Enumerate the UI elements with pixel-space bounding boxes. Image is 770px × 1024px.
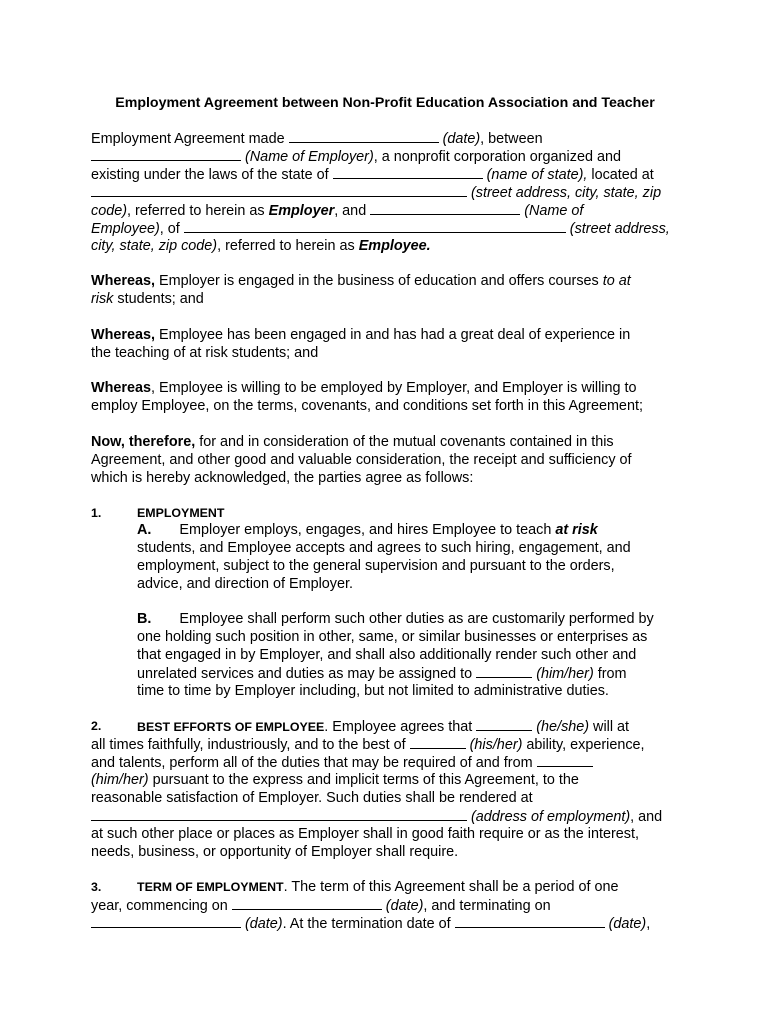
section-3-line-2: year, commencing on (date), and terminating on <box>91 898 551 914</box>
section-3-line-1: TERM OF EMPLOYMENT. The term of this Agreement shall be a period of one <box>137 879 619 895</box>
section-2-line-6: (address of employment), and <box>91 807 662 826</box>
section-2-line-7: at such other place or places as Employer shall in good faith require or as the interest, <box>91 826 639 842</box>
blank-field[interactable] <box>184 219 566 233</box>
section-2-line-8: needs, business, or opportunity of Employer shall require. <box>91 844 459 860</box>
section-2-line-1: BEST EFFORTS OF EMPLOYEE. Employee agrees that (he/she) will at <box>137 719 630 735</box>
whereas-2-line-2: the teaching of at risk students; and <box>91 345 319 361</box>
blank-field[interactable] <box>455 914 605 928</box>
blank-field[interactable] <box>370 201 520 215</box>
blank-field[interactable] <box>232 896 382 910</box>
whereas-3-line-2: employ Employee, on the terms, covenants, and conditions set forth in this Agreement; <box>91 398 643 414</box>
blank-field[interactable] <box>91 147 241 161</box>
section-3-line-3: (date). At the termination date of (date), <box>91 914 650 933</box>
section-1a-line-4: advice, and direction of Employer. <box>137 576 353 592</box>
intro-line-4: (street address, city, state, zip <box>91 183 661 202</box>
intro-line-2: (Name of Employer), a nonprofit corporation organized and <box>91 147 621 166</box>
section-1a-line-2: students, and Employee accepts and agrees to such hiring, engagement, and <box>137 540 631 556</box>
blank-field[interactable] <box>91 183 467 197</box>
section-1a-line-1: A. Employer employs, engages, and hires Employee to teach at risk <box>137 522 598 538</box>
section-2-line-4: (him/her) pursuant to the express and implicit terms of this Agreement, to the <box>91 772 579 788</box>
blank-field[interactable] <box>333 165 483 179</box>
blank-field[interactable] <box>91 807 467 821</box>
intro-line-3: existing under the laws of the state of (name of state), located at <box>91 167 654 183</box>
section-2-line-3: and talents, perform all of the duties that may be required of and from <box>91 753 593 772</box>
now-therefore-line-2: Agreement, and other good and valuable consideration, the receipt and sufficiency of <box>91 452 632 468</box>
blank-field[interactable] <box>289 129 439 143</box>
section-2-number: 2. <box>91 719 102 733</box>
document-title: Employment Agreement between Non-Profit Education Association and Teacher <box>115 95 655 111</box>
blank-field[interactable] <box>537 753 593 767</box>
blank-field[interactable] <box>410 735 466 749</box>
section-3-number: 3. <box>91 880 102 894</box>
whereas-1-line-1: Whereas, Employer is engaged in the business of education and offers courses to at <box>91 273 631 289</box>
whereas-3-line-1: Whereas, Employee is willing to be employed by Employer, and Employer is willing to <box>91 380 637 396</box>
section-1b-line-4: unrelated services and duties as may be assigned to (him/her) from <box>137 666 627 682</box>
whereas-2-line-1: Whereas, Employee has been engaged in and has had a great deal of experience in <box>91 327 631 343</box>
blank-field[interactable] <box>91 914 241 928</box>
section-1b-line-1: B. Employee shall perform such other duties as are customarily performed by <box>137 611 654 627</box>
section-2-line-2: all times faithfully, industriously, and to the best of (his/her) ability, experience, <box>91 737 645 753</box>
blank-field[interactable] <box>476 664 532 678</box>
now-therefore-line-1: Now, therefore, for and in consideration of the mutual covenants contained in this <box>91 434 614 450</box>
intro-line-7: city, state, zip code), referred to herein as Employee. <box>91 238 431 254</box>
section-1b-line-5: time to time by Employer including, but not limited to administrative duties. <box>137 683 609 699</box>
now-therefore-line-3: which is hereby acknowledged, the parties agree as follows: <box>91 470 474 486</box>
section-1-number: 1. <box>91 506 102 520</box>
section-1-heading: EMPLOYMENT <box>137 506 225 520</box>
section-1b-line-3: that engaged in by Employer, and shall also additionally render such other and <box>137 647 637 663</box>
intro-line-5: code), referred to herein as Employer, and (Name of <box>91 203 584 219</box>
intro-line-1: Employment Agreement made (date), between <box>91 131 543 147</box>
section-1b-line-2: one holding such position in other, same, or similar businesses or enterprises as <box>137 629 648 645</box>
section-1a-line-3: employment, subject to the general supervision and pursuant to the orders, <box>137 558 615 574</box>
intro-line-6: Employee), of (street address, <box>91 221 670 237</box>
section-2-line-5: reasonable satisfaction of Employer. Such duties shall be rendered at <box>91 790 533 806</box>
blank-field[interactable] <box>476 717 532 731</box>
whereas-1-line-2: risk students; and <box>91 291 204 307</box>
